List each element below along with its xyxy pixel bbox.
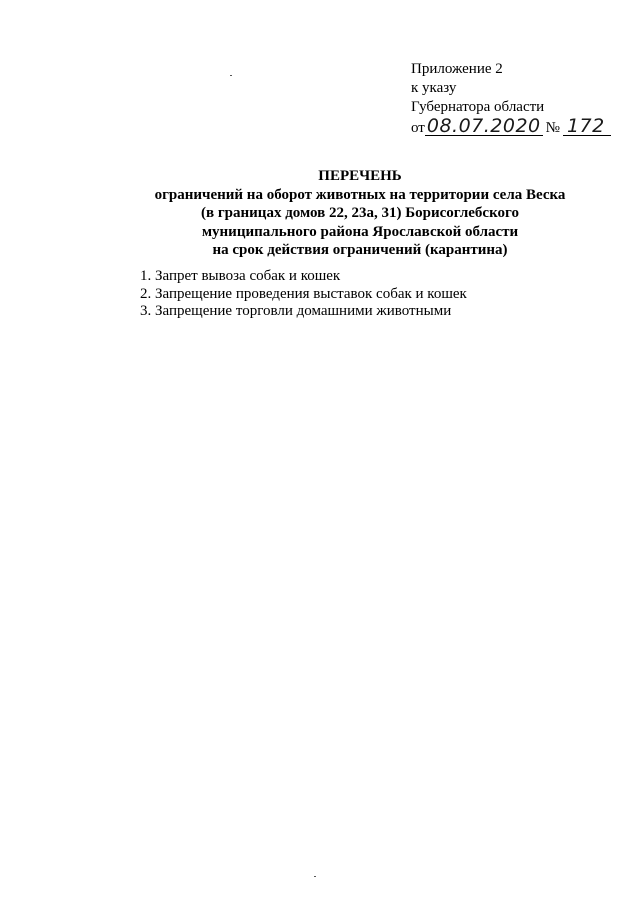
appendix-date-number-line bbox=[411, 117, 621, 139]
list-item: 2. Запрещение проведения выставок собак и кошек bbox=[140, 285, 467, 302]
title-line-4: на срок действия ограничений (карантина) bbox=[212, 242, 508, 258]
handwritten-date: 08.07.2020 bbox=[426, 115, 541, 137]
appendix-decree-ref: к указу bbox=[411, 80, 457, 96]
title-line-3: муниципального района Ярославской области bbox=[201, 223, 519, 240]
list-item: 1. Запрет вывоза собак и кошек bbox=[140, 268, 341, 284]
document-title bbox=[120, 167, 600, 260]
appendix-header bbox=[411, 60, 621, 139]
scan-speck bbox=[314, 876, 316, 877]
number-sign: № bbox=[545, 120, 560, 136]
date-prefix: от bbox=[411, 120, 425, 136]
title-heading: ПЕРЕЧЕНЬ bbox=[318, 168, 402, 184]
scan-speck bbox=[230, 75, 232, 76]
restrictions-list bbox=[140, 268, 600, 321]
appendix-governor: Губернатора области bbox=[411, 99, 545, 115]
title-line-2: (в границах домов 22, 23а, 31) Борисоглебского bbox=[201, 205, 519, 221]
handwritten-number: 172 bbox=[563, 117, 611, 136]
title-line-1: ограничений на оборот животных на территории села Веска bbox=[154, 186, 566, 203]
appendix-number: Приложение 2 bbox=[411, 61, 503, 77]
list-item: 3. Запрещение торговли домашними животными bbox=[140, 303, 452, 319]
